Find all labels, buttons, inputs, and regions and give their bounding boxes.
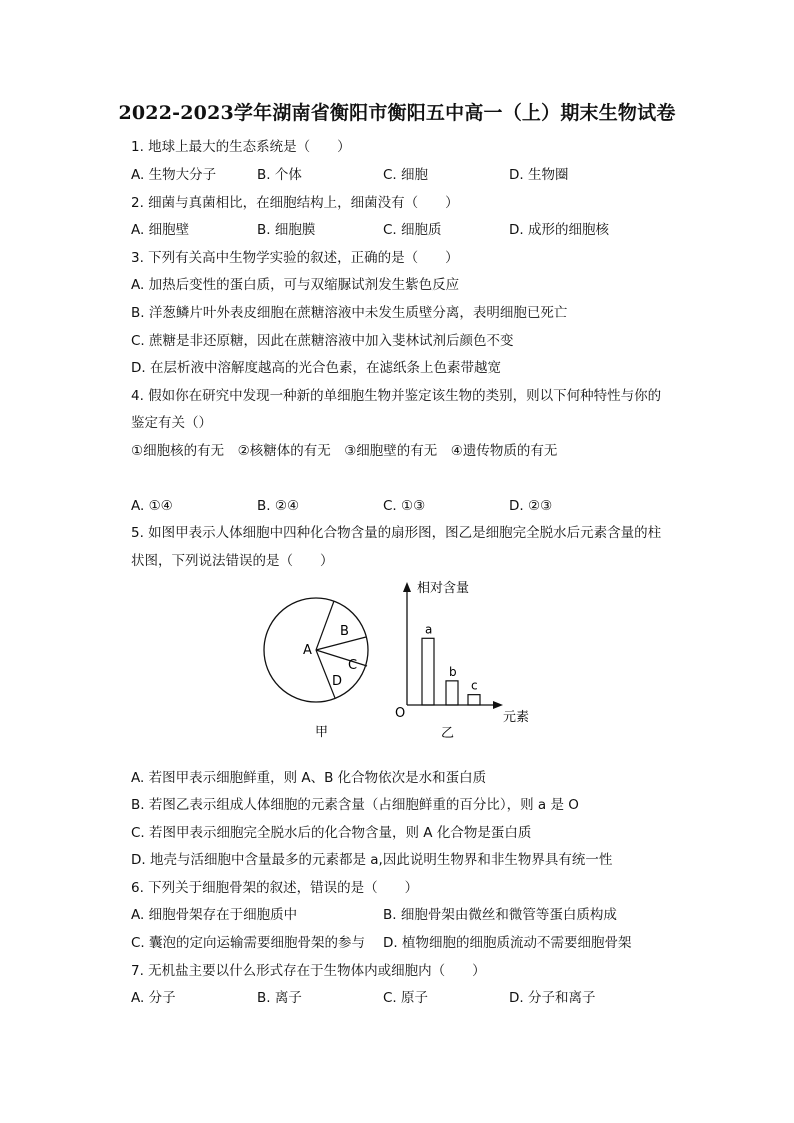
caption-jia: 甲: [315, 725, 329, 740]
bar-label-c: c: [471, 678, 478, 693]
question-1-option-d: D. 生物圈: [509, 167, 569, 183]
pie-label-b: B: [340, 624, 349, 639]
question-4-stem-line1: 4. 假如你在研究中发现一种新的单细胞生物并鉴定该生物的类别，则以下何种特性与你的: [131, 388, 662, 404]
question-7-option-c: C. 原子: [383, 990, 429, 1006]
question-1-option-a: A. 生物大分子: [131, 167, 217, 183]
question-2-stem: 2. 细菌与真菌相比，在细胞结构上，细菌没有（ ）: [131, 195, 459, 211]
question-6-stem: 6. 下列关于细胞骨架的叙述，错误的是（ ）: [131, 880, 419, 896]
question-2-option-a: A. 细胞壁: [131, 222, 190, 238]
question-5-option-a: A. 若图甲表示细胞鲜重，则 A、B 化合物依次是水和蛋白质: [131, 770, 487, 786]
pie-chart-jia: [264, 598, 368, 740]
question-7-stem: 7. 无机盐主要以什么形式存在于生物体内或细胞内（ ）: [131, 963, 486, 979]
yi-origin: O: [395, 706, 406, 721]
pie-label-c: C: [348, 658, 358, 673]
question-6-option-b: B. 细胞骨架由微丝和微管等蛋白质构成: [383, 907, 617, 923]
question-4-option-d: D. ②③: [509, 498, 553, 514]
question-3-option-d: D. 在层析液中溶解度越高的光合色素，在滤纸条上色素带越宽: [131, 360, 501, 376]
question-4-option-b: B. ②④: [257, 498, 300, 514]
bar-c: [468, 695, 480, 705]
question-5-stem-line1: 5. 如图甲表示人体细胞中四种化合物含量的扇形图，图乙是细胞完全脱水后元素含量的柱: [131, 525, 662, 541]
question-6-option-a: A. 细胞骨架存在于细胞质中: [131, 907, 298, 923]
bar-label-b: b: [449, 664, 457, 679]
question-3-option-c: C. 蔗糖是非还原糖，因此在蔗糖溶液中加入斐林试剂后颜色不变: [131, 333, 514, 349]
question-6-option-d: D. 植物细胞的细胞质流动不需要细胞骨架: [383, 935, 632, 951]
question-1-stem: 1. 地球上最大的生态系统是（ ）: [131, 139, 351, 155]
question-7-option-b: B. 离子: [257, 990, 302, 1006]
question-1-option-c: C. 细胞: [383, 167, 429, 183]
question-6-option-c: C. 囊泡的定向运输需要细胞骨架的参与: [131, 935, 366, 951]
question-4-stem-line2: 鉴定有关（）: [131, 415, 212, 431]
question-3-option-a: A. 加热后变性的蛋白质，可与双缩脲试剂发生紫色反应: [131, 277, 460, 293]
yi-ylabel: 相对含量: [417, 581, 470, 596]
question-5-option-c: C. 若图甲表示细胞完全脱水后的化合物含量，则 A 化合物是蛋白质: [131, 825, 532, 841]
question-2-option-c: C. 细胞质: [383, 222, 442, 238]
question-1-option-b: B. 个体: [257, 167, 302, 183]
question-5-figures: [250, 572, 550, 747]
bar-a: [422, 638, 434, 705]
question-4-items: ①细胞核的有无 ②核糖体的有无 ③细胞壁的有无 ④遗传物质的有无: [131, 443, 558, 459]
question-5-stem-line2: 状图，下列说法错误的是（ ）: [131, 553, 334, 569]
pie-label-a: A: [303, 643, 312, 658]
question-2-option-d: D. 成形的细胞核: [509, 222, 609, 238]
question-7-option-d: D. 分子和离子: [509, 990, 596, 1006]
yi-xlabel: 元素: [503, 710, 530, 725]
question-2-option-b: B. 细胞膜: [257, 222, 316, 238]
question-5-option-b: B. 若图乙表示组成人体细胞的元素含量（占细胞鲜重的百分比），则 a 是 O: [131, 797, 579, 813]
bar-b: [446, 681, 458, 705]
question-3-stem: 3. 下列有关高中生物学实验的叙述，正确的是（ ）: [131, 250, 459, 266]
pie-label-d: D: [332, 674, 343, 689]
page-title: 2022-2023学年湖南省衡阳市衡阳五中高一（上）期末生物试卷: [118, 102, 676, 124]
question-7-option-a: A. 分子: [131, 990, 176, 1006]
question-5-option-d: D. 地壳与活细胞中含量最多的元素都是 a,因此说明生物界和非生物界具有统一性: [131, 852, 613, 868]
caption-yi: 乙: [441, 726, 455, 741]
bar-chart-yi: [395, 580, 529, 741]
bar-label-a: a: [425, 622, 433, 637]
question-4-option-c: C. ①③: [383, 498, 426, 514]
question-3-option-b: B. 洋葱鳞片叶外表皮细胞在蔗糖溶液中未发生质壁分离，表明细胞已死亡: [131, 305, 568, 321]
question-4-option-a: A. ①④: [131, 498, 173, 514]
